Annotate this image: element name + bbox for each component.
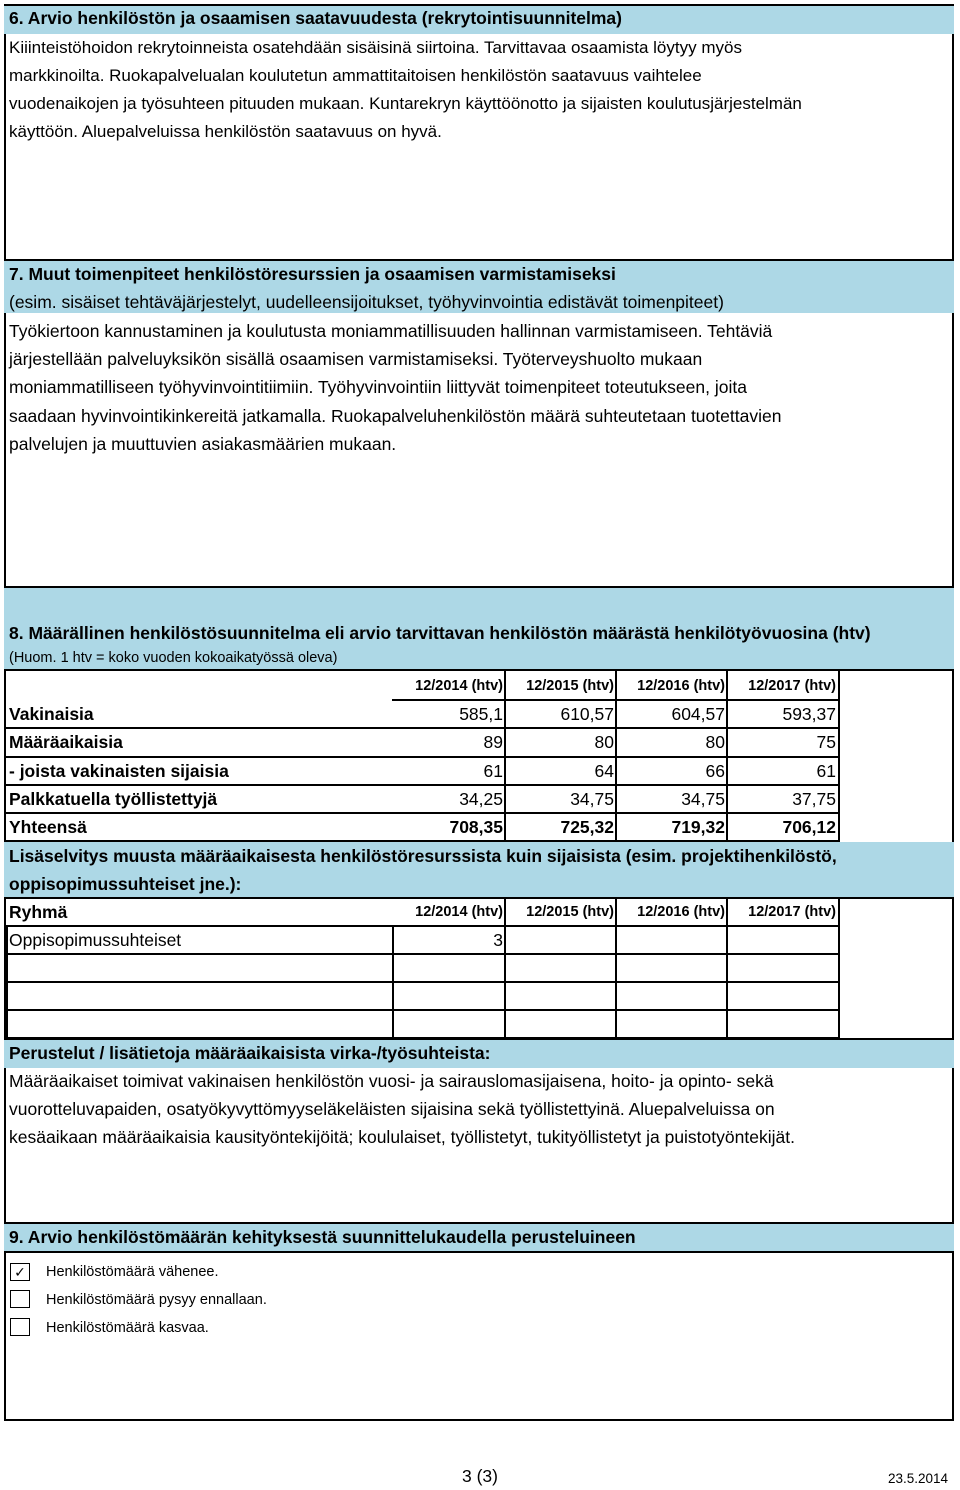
cell-value: 708,35: [449, 817, 503, 837]
cell-value: 604,57: [671, 704, 725, 724]
section7-line-2: järjestellään palveluyksikön sisällä osaamisen varmistamiseksi. Työterveyshuolto mukaan: [9, 349, 703, 369]
row-label: - joista vakinaisten sijaisia: [9, 761, 229, 781]
divider: [4, 897, 954, 899]
group-col-header-2014: 12/2014 (htv): [415, 904, 503, 920]
checkbox-decrease[interactable]: ✓: [10, 1263, 30, 1281]
col-header-2015: 12/2015 (htv): [526, 678, 614, 694]
section7-line-4: saadaan hyvinvointikinkereitä jatkamalla. Ruokapalveluhenkilöstön määrä suhteutetaan tuotettavien: [9, 406, 782, 426]
section6-line-1: Kiiinteistöhoidon rekrytoinneista osatehdään sisäisinä siirtoina. Tarvittavaa osaamista löytyy myös: [9, 38, 742, 57]
cell-value: 725,32: [560, 817, 614, 837]
row-label: Palkkatuella työllistettyjä: [9, 789, 218, 809]
cell-value: 89: [483, 732, 503, 752]
row-label: Vakinaisia: [9, 704, 94, 724]
cell-value: 34,75: [570, 789, 614, 809]
cell-value: 37,75: [792, 789, 836, 809]
group-col-header-2017: 12/2017 (htv): [748, 904, 836, 920]
cell-value: 706,12: [782, 817, 836, 837]
group-col-header-2015: 12/2015 (htv): [526, 904, 614, 920]
section8-title: 8. Määrällinen henkilöstösuunnitelma eli arvio tarvittavan henkilöstön määrästä henkilötyövuosina (htv): [9, 623, 871, 643]
section6-title: 6. Arvio henkilöstön ja osaamisen saatavuudesta (rekrytointisuunnitelma): [9, 8, 622, 28]
row-label: Yhteensä: [9, 817, 87, 837]
cell-value: 3: [493, 930, 503, 950]
cell-value: 61: [483, 761, 503, 781]
extra-title-line-2: oppisopimussuhteiset jne.):: [9, 874, 242, 894]
divider: [6, 812, 840, 814]
option-label-unchanged: Henkilöstömäärä pysyy ennallaan.: [46, 1292, 267, 1308]
cell-value: 75: [816, 732, 836, 752]
section7-subtitle: (esim. sisäiset tehtäväjärjestelyt, uudelleensijoitukset, työhyvinvointia edistävät toimenpiteet): [9, 292, 724, 312]
justification-line-3: kesäaikaan määräaikaisia kausityöntekijöitä; koululaiset, työllistetyt, tukityöllistetyt ja puistotyöntekijät.: [9, 1127, 795, 1147]
section6-line-4: käyttöön. Aluepalveluissa henkilöstön saatavuus on hyvä.: [9, 122, 442, 141]
option-label-decrease: Henkilöstömäärä vähenee.: [46, 1264, 219, 1280]
page-number: 3 (3): [462, 1466, 498, 1486]
col-header-2014: 12/2014 (htv): [415, 678, 503, 694]
group-row-label: Oppisopimussuhteiset: [9, 930, 182, 950]
divider: [4, 669, 954, 671]
group-col-header-2016: 12/2016 (htv): [637, 904, 725, 920]
justification-line-1: Määräaikaiset toimivat vakinaisen henkilöstön vuosi- ja sairauslomasijaisena, hoito- ja opinto- sekä: [9, 1071, 774, 1091]
section7-line-1: Työkiertoon kannustaminen ja koulutusta moniammatillisuuden hallinnan varmistamiseen. Tehtäviä: [9, 321, 773, 341]
cell-value: 61: [816, 761, 836, 781]
section9-title: 9. Arvio henkilöstömäärän kehityksestä suunnittelukaudella perusteluineen: [9, 1227, 636, 1247]
document-date: 23.5.2014: [888, 1471, 949, 1486]
divider: [6, 981, 840, 983]
cell-value: 80: [705, 732, 725, 752]
divider: [726, 899, 728, 1038]
checkbox-unchanged[interactable]: [10, 1290, 30, 1308]
cell-value: 34,25: [459, 789, 503, 809]
checkbox-increase[interactable]: [10, 1318, 30, 1336]
row-label: Määräaikaisia: [9, 732, 123, 752]
cell-value: 80: [594, 732, 614, 752]
cell-value: 719,32: [671, 817, 725, 837]
col-header-2016: 12/2016 (htv): [637, 678, 725, 694]
divider: [6, 953, 840, 955]
cell-value: 34,75: [681, 789, 725, 809]
section7-title: 7. Muut toimenpiteet henkilöstöresurssien ja osaamisen varmistamiseksi: [9, 264, 616, 284]
section6-line-2: markkinoilta. Ruokapalvelualan koulutetun ammattitaitoisen henkilöstön saatavuus vaihtelee: [9, 66, 702, 85]
group-header: Ryhmä: [9, 902, 68, 922]
cell-value: 593,37: [782, 704, 836, 724]
extra-title-line-1: Lisäselvitys muusta määräaikaisesta henkilöstöresurssista kuin sijaisista (esim. projektihenkilöstö,: [9, 846, 837, 866]
cell-value: 64: [594, 761, 614, 781]
divider: [615, 899, 617, 1038]
cell-value: 610,57: [560, 704, 614, 724]
divider: [4, 1251, 954, 1253]
divider: [504, 899, 506, 1038]
divider: [6, 784, 840, 786]
option-label-increase: Henkilöstömäärä kasvaa.: [46, 1320, 209, 1336]
cell-value: 66: [705, 761, 725, 781]
divider: [838, 671, 840, 842]
divider: [838, 899, 840, 1038]
section6-line-3: vuodenaikojen ja työsuhteen pituuden mukaan. Kuntarekryn käyttöönotto ja sijaisten koulutusjärjestelmän: [9, 94, 802, 113]
section8-note: (Huom. 1 htv = koko vuoden kokoaikatyössä oleva): [9, 650, 338, 666]
cell-value: 585,1: [459, 704, 503, 724]
divider: [6, 925, 840, 927]
section7-line-5: palvelujen ja muuttuvien asiakasmäärien mukaan.: [9, 434, 397, 454]
divider: [6, 727, 840, 729]
col-header-2017: 12/2017 (htv): [748, 678, 836, 694]
section7-line-3: moniammatilliseen työhyvinvointitiimiin. Työhyvinvointiin liittyvät toimenpiteet toteutukseen, joita: [9, 377, 747, 397]
divider: [6, 1009, 840, 1011]
justification-title: Perustelut / lisätietoja määräaikaisista virka-/työsuhteista:: [9, 1043, 491, 1063]
divider: [6, 925, 8, 1038]
justification-line-2: vuorotteluvapaiden, osatyökyvyttömyyseläkeläisten sijaisina sekä työllistettyinä. Aluepalveluissa on: [9, 1099, 775, 1119]
divider: [6, 756, 840, 758]
